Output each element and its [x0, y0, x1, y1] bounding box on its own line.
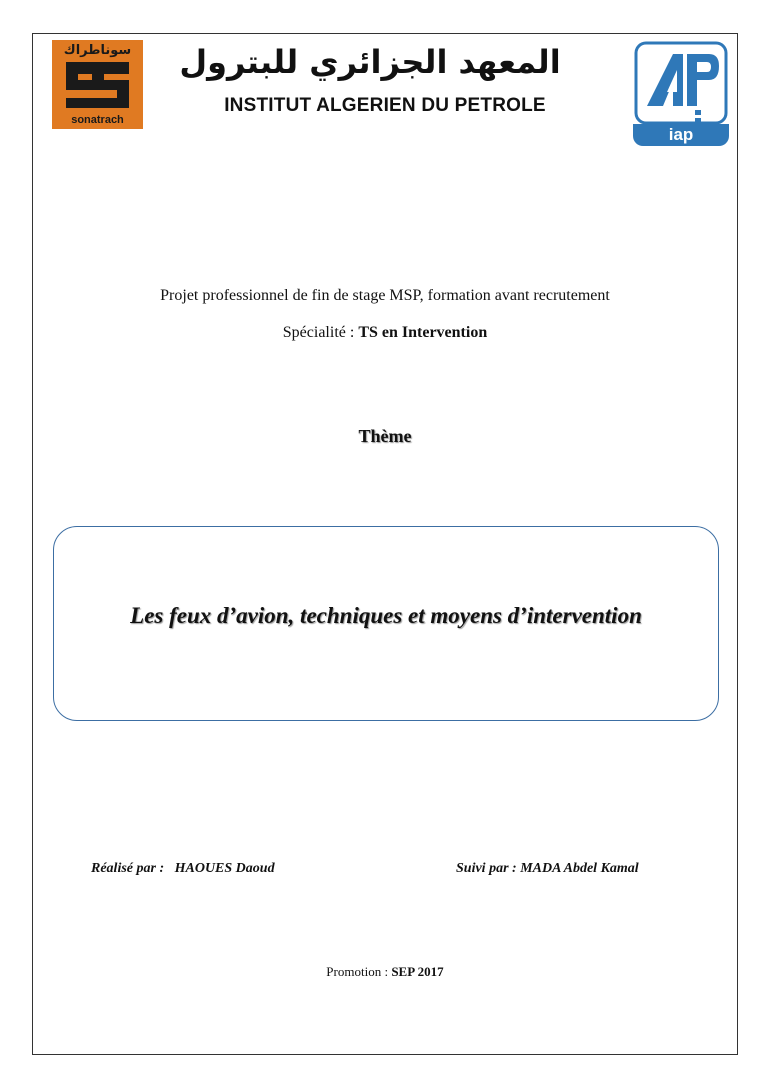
suivi-label: Suivi par : — [456, 861, 521, 876]
specialty-line — [60, 324, 710, 342]
specialty-value: TS en Intervention — [358, 324, 488, 341]
iap-emblem-icon — [633, 40, 729, 126]
promotion-line — [60, 964, 710, 980]
iap-logo — [633, 40, 729, 146]
project-description: Projet professionnel de fin de stage MSP, formation avant recrutement — [160, 287, 610, 304]
realise-par — [91, 861, 275, 877]
theme-box — [53, 526, 719, 721]
promotion-value: SEP 2017 — [391, 964, 444, 979]
theme-label: Thème — [358, 426, 412, 446]
iap-logo-text: iap — [633, 124, 729, 146]
theme-title: Les feux d’avion, techniques et moyens d’intervention — [130, 603, 642, 628]
sonatrach-arabic-text: سوناطراك — [63, 43, 132, 58]
sonatrach-logo — [52, 40, 143, 129]
realise-value: HAOUES Daoud — [174, 861, 275, 876]
promotion-label: Promotion : — [326, 964, 392, 979]
institute-arabic-title: المعهد الجزائري للبترول — [179, 43, 561, 81]
suivi-value: MADA Abdel Kamal — [520, 861, 639, 876]
suivi-par — [456, 861, 639, 877]
institute-latin-title: INSTITUT ALGERIEN DU PETROLE — [224, 95, 546, 116]
sonatrach-latin-text: sonatrach — [71, 114, 124, 126]
specialty-label: Spécialité : — [282, 324, 359, 341]
realise-label: Réalisé par : — [91, 861, 175, 876]
